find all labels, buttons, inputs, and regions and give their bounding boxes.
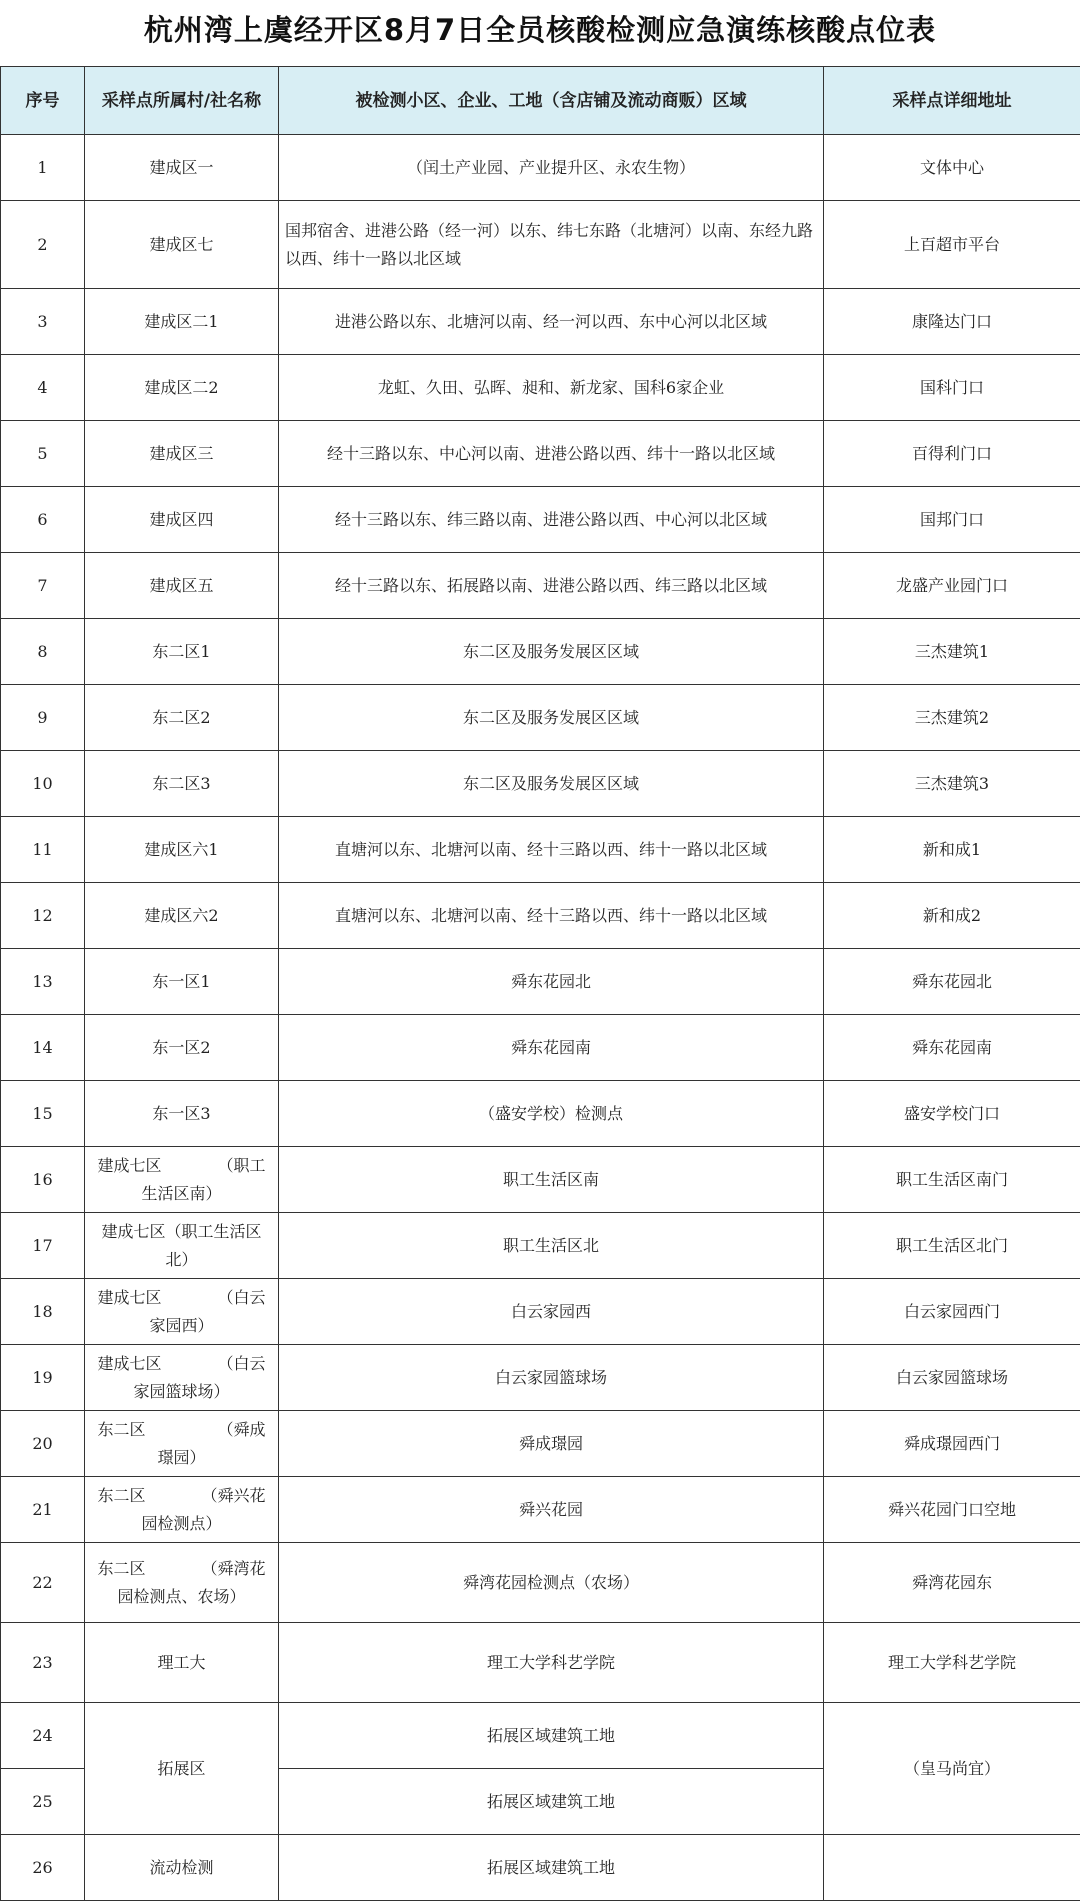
- row-address: 理工大学科艺学院: [824, 1623, 1080, 1703]
- row-address: 百得利门口: [824, 421, 1080, 487]
- table-row: [1, 685, 1080, 751]
- row-address: 新和成2: [824, 883, 1080, 949]
- table-row: [1, 1213, 1080, 1279]
- row-address: 龙盛产业园门口: [824, 553, 1080, 619]
- table-row: [1, 1147, 1080, 1213]
- row-area: 经十三路以东、纬三路以南、进港公路以西、中心河以北区域: [279, 487, 824, 553]
- header-row: [1, 67, 1080, 135]
- row-village: 流动检测: [85, 1835, 279, 1901]
- table-row: [1, 421, 1080, 487]
- row-index: 2: [1, 201, 85, 289]
- sampling-point-table: [0, 66, 1080, 1901]
- row-area: 职工生活区南: [279, 1147, 824, 1213]
- row-index: 6: [1, 487, 85, 553]
- row-address: 舜成璟园西门: [824, 1411, 1080, 1477]
- row-address: 三杰建筑3: [824, 751, 1080, 817]
- row-index: 20: [1, 1411, 85, 1477]
- row-village: 建成区一: [85, 135, 279, 201]
- row-area: 舜东花园南: [279, 1015, 824, 1081]
- header-index: 序号: [1, 67, 85, 135]
- table-row: [1, 289, 1080, 355]
- row-index: 23: [1, 1623, 85, 1703]
- table-row: [1, 751, 1080, 817]
- row-address: 上百超市平台: [824, 201, 1080, 289]
- row-index: 16: [1, 1147, 85, 1213]
- row-village: 东一区1: [85, 949, 279, 1015]
- row-village: 东二区 （舜成璟园）: [85, 1411, 279, 1477]
- table-row: [1, 553, 1080, 619]
- row-area: 职工生活区北: [279, 1213, 824, 1279]
- row-index: 25: [1, 1769, 85, 1835]
- row-village: 东一区2: [85, 1015, 279, 1081]
- header-village: 采样点所属村/社名称: [85, 67, 279, 135]
- row-index: 7: [1, 553, 85, 619]
- row-index: 3: [1, 289, 85, 355]
- row-area: 舜成璟园: [279, 1411, 824, 1477]
- header-address: 采样点详细地址: [824, 67, 1080, 135]
- row-address: 舜东花园北: [824, 949, 1080, 1015]
- row-index: 9: [1, 685, 85, 751]
- row-area: 白云家园篮球场: [279, 1345, 824, 1411]
- table-row: [1, 1543, 1080, 1623]
- row-address: 康隆达门口: [824, 289, 1080, 355]
- row-area: （闰土产业园、产业提升区、永农生物）: [279, 135, 824, 201]
- header-area: 被检测小区、企业、工地（含店铺及流动商贩）区域: [279, 67, 824, 135]
- row-village: 东二区2: [85, 685, 279, 751]
- row-index: 14: [1, 1015, 85, 1081]
- table-row: [1, 201, 1080, 289]
- table-row: [1, 1703, 1080, 1769]
- row-address: 新和成1: [824, 817, 1080, 883]
- row-village: 东二区 （舜湾花园检测点、农场）: [85, 1543, 279, 1623]
- row-address: 盛安学校门口: [824, 1081, 1080, 1147]
- table-row: [1, 487, 1080, 553]
- row-index: 15: [1, 1081, 85, 1147]
- row-area: 拓展区域建筑工地: [279, 1703, 824, 1769]
- table-row: [1, 1835, 1080, 1901]
- row-area: 拓展区域建筑工地: [279, 1835, 824, 1901]
- table-row: [1, 949, 1080, 1015]
- page-title: 杭州湾上虞经开区8月7日全员核酸检测应急演练核酸点位表: [0, 8, 1080, 52]
- row-area: （盛安学校）检测点: [279, 1081, 824, 1147]
- row-address: 舜湾花园东: [824, 1543, 1080, 1623]
- row-village: 理工大: [85, 1623, 279, 1703]
- row-address: 国邦门口: [824, 487, 1080, 553]
- table-row: [1, 1345, 1080, 1411]
- row-village: 东二区 （舜兴花园检测点）: [85, 1477, 279, 1543]
- row-index: 26: [1, 1835, 85, 1901]
- row-index: 13: [1, 949, 85, 1015]
- row-index: 8: [1, 619, 85, 685]
- row-village: 建成区六2: [85, 883, 279, 949]
- row-village: 拓展区: [85, 1703, 279, 1835]
- table-row: [1, 817, 1080, 883]
- table-row: [1, 1411, 1080, 1477]
- row-index: 12: [1, 883, 85, 949]
- row-address: 三杰建筑2: [824, 685, 1080, 751]
- row-index: 18: [1, 1279, 85, 1345]
- table-row: [1, 1477, 1080, 1543]
- row-address: [824, 1835, 1080, 1901]
- row-village: 建成七区 （职工生活区南）: [85, 1147, 279, 1213]
- row-index: 11: [1, 817, 85, 883]
- row-area: 龙虹、久田、弘晖、昶和、新龙家、国科6家企业: [279, 355, 824, 421]
- row-village: 建成区七: [85, 201, 279, 289]
- row-village: 东二区1: [85, 619, 279, 685]
- row-area: 理工大学科艺学院: [279, 1623, 824, 1703]
- row-address: 白云家园西门: [824, 1279, 1080, 1345]
- row-area: 东二区及服务发展区区域: [279, 685, 824, 751]
- row-area: 拓展区域建筑工地: [279, 1769, 824, 1835]
- row-index: 22: [1, 1543, 85, 1623]
- row-index: 24: [1, 1703, 85, 1769]
- row-area: 舜东花园北: [279, 949, 824, 1015]
- row-village: 建成区四: [85, 487, 279, 553]
- row-village: 建成区五: [85, 553, 279, 619]
- table-row: [1, 355, 1080, 421]
- row-address: 国科门口: [824, 355, 1080, 421]
- row-village: 东二区3: [85, 751, 279, 817]
- row-area: 东二区及服务发展区区域: [279, 751, 824, 817]
- table-row: [1, 1081, 1080, 1147]
- row-address: 职工生活区南门: [824, 1147, 1080, 1213]
- row-area: 直塘河以东、北塘河以南、经十三路以西、纬十一路以北区域: [279, 817, 824, 883]
- row-area: 白云家园西: [279, 1279, 824, 1345]
- row-area: 东二区及服务发展区区域: [279, 619, 824, 685]
- row-index: 5: [1, 421, 85, 487]
- table-row: [1, 883, 1080, 949]
- row-index: 10: [1, 751, 85, 817]
- row-index: 21: [1, 1477, 85, 1543]
- row-village: 建成七区 （白云家园篮球场）: [85, 1345, 279, 1411]
- row-area: 经十三路以东、拓展路以南、进港公路以西、纬三路以北区域: [279, 553, 824, 619]
- row-village: 建成区三: [85, 421, 279, 487]
- table-row: [1, 135, 1080, 201]
- row-index: 19: [1, 1345, 85, 1411]
- table-row: [1, 1623, 1080, 1703]
- row-village: 建成区二2: [85, 355, 279, 421]
- row-address: （皇马尚宜）: [824, 1703, 1080, 1835]
- row-address: 三杰建筑1: [824, 619, 1080, 685]
- row-village: 建成区二1: [85, 289, 279, 355]
- row-area: 国邦宿舍、进港公路（经一河）以东、纬七东路（北塘河）以南、东经九路以西、纬十一路以北区域: [279, 201, 824, 289]
- row-index: 17: [1, 1213, 85, 1279]
- row-area: 进港公路以东、北塘河以南、经一河以西、东中心河以北区域: [279, 289, 824, 355]
- row-village: 东一区3: [85, 1081, 279, 1147]
- row-area: 舜湾花园检测点（农场）: [279, 1543, 824, 1623]
- row-index: 4: [1, 355, 85, 421]
- row-address: 职工生活区北门: [824, 1213, 1080, 1279]
- row-address: 白云家园篮球场: [824, 1345, 1080, 1411]
- row-village: 建成七区 （白云家园西）: [85, 1279, 279, 1345]
- table-row: [1, 1015, 1080, 1081]
- row-address: 舜兴花园门口空地: [824, 1477, 1080, 1543]
- row-area: 舜兴花园: [279, 1477, 824, 1543]
- row-address: 舜东花园南: [824, 1015, 1080, 1081]
- table-row: [1, 619, 1080, 685]
- table-row: [1, 1279, 1080, 1345]
- row-address: 文体中心: [824, 135, 1080, 201]
- row-index: 1: [1, 135, 85, 201]
- row-area: 经十三路以东、中心河以南、进港公路以西、纬十一路以北区域: [279, 421, 824, 487]
- row-village: 建成七区（职工生活区北）: [85, 1213, 279, 1279]
- row-area: 直塘河以东、北塘河以南、经十三路以西、纬十一路以北区域: [279, 883, 824, 949]
- row-village: 建成区六1: [85, 817, 279, 883]
